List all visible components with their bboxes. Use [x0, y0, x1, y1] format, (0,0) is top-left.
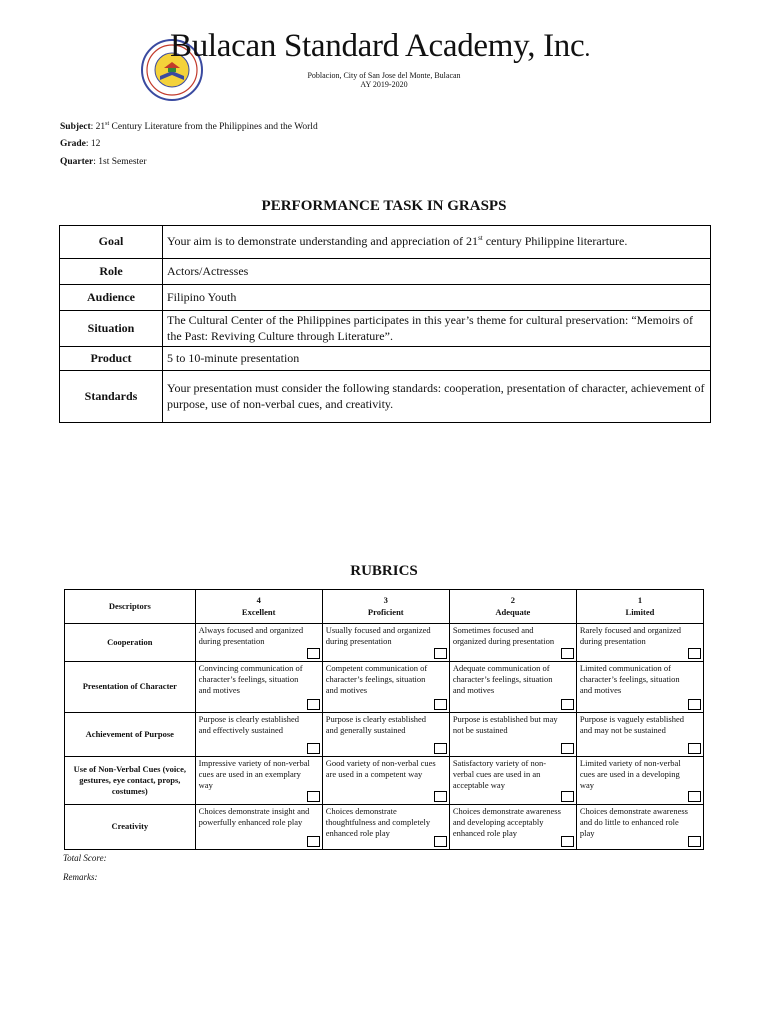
- grasps-row: [60, 371, 711, 423]
- rubric-cell-text: Choices demonstrate insight and powerfully enhanced role play: [198, 806, 310, 828]
- rubric-row: [65, 757, 704, 805]
- grasps-row: [60, 259, 711, 285]
- academic-year: AY 2019-2020: [360, 80, 408, 89]
- rubric-cell-text: Purpose is established but may not be sustained: [452, 714, 558, 736]
- remarks-label: Remarks:: [63, 872, 98, 882]
- score-checkbox[interactable]: [561, 743, 574, 754]
- score-checkbox[interactable]: [561, 791, 574, 802]
- grasps-value: Actors/Actresses: [163, 259, 711, 285]
- quarter-line: Quarter: 1st Semester: [60, 157, 147, 167]
- rubric-cell-text: Limited communication of character’s feelings, situation and motives: [579, 663, 680, 696]
- score-checkbox[interactable]: [561, 699, 574, 710]
- rubrics-title: RUBRICS: [350, 563, 418, 579]
- score-checkbox[interactable]: [561, 648, 574, 659]
- score-checkbox[interactable]: [688, 836, 701, 847]
- rubric-row: [65, 805, 704, 850]
- rubric-cell-text: Always focused and organized during presentation: [198, 625, 304, 647]
- level-header: 3 Proficient: [322, 590, 449, 624]
- rubric-cell: [449, 662, 576, 713]
- rubric-cell-text: Adequate communication of character’s feelings, situation and motives: [452, 663, 553, 696]
- rubric-cell: [576, 713, 703, 757]
- score-checkbox[interactable]: [307, 699, 320, 710]
- total-score-label: Total Score:: [63, 853, 107, 863]
- rubric-cell: [322, 713, 449, 757]
- rubric-row: [65, 624, 704, 662]
- grasps-label: Audience: [60, 285, 163, 311]
- grasps-label: Product: [60, 347, 163, 371]
- grasps-row: [60, 226, 711, 259]
- rubrics-header-row: [65, 590, 704, 624]
- rubric-cell-text: Good variety of non-verbal cues are used in a competent way: [325, 758, 436, 780]
- grasps-row: [60, 347, 711, 371]
- grasps-value: Your presentation must consider the following standards: cooperation, presentation of character, achievement of purpose, use of non-verbal cues, and creativity.: [163, 371, 711, 423]
- level-header: 4 Excellent: [195, 590, 322, 624]
- rubric-cell-text: Choices demonstrate awareness and developing acceptably enhanced role play: [452, 806, 561, 839]
- score-checkbox[interactable]: [688, 743, 701, 754]
- grasps-value: 5 to 10-minute presentation: [163, 347, 711, 371]
- level-header: 1 Limited: [576, 590, 703, 624]
- rubric-cell-text: Choices demonstrate thoughtfulness and completely enhanced role play: [325, 806, 431, 839]
- rubric-cell-text: Purpose is clearly established and generally sustained: [325, 714, 427, 736]
- rubric-cell: [322, 624, 449, 662]
- rubric-cell: [195, 805, 322, 850]
- score-checkbox[interactable]: [307, 791, 320, 802]
- score-checkbox[interactable]: [434, 699, 447, 710]
- grasps-title: PERFORMANCE TASK IN GRASPS: [261, 198, 507, 214]
- rubric-cell-text: Choices demonstrate awareness and do little to enhanced role play: [579, 806, 688, 839]
- rubric-descriptor: Creativity: [65, 805, 196, 850]
- grasps-label: Goal: [60, 226, 163, 259]
- grade-line: Grade: 12: [60, 139, 101, 149]
- grasps-value: Filipino Youth: [163, 285, 711, 311]
- rubric-cell: [322, 805, 449, 850]
- grasps-label: Standards: [60, 371, 163, 423]
- rubric-cell: [449, 805, 576, 850]
- document-header: [0, 0, 768, 100]
- descriptors-header: Descriptors: [65, 590, 196, 624]
- rubric-cell: [195, 757, 322, 805]
- grasps-value: Your aim is to demonstrate understanding and appreciation of 21st century Philippine literarture.: [163, 226, 711, 259]
- rubric-descriptor: Achievement of Purpose: [65, 713, 196, 757]
- school-name: Bulacan Standard Academy, Inc.: [170, 28, 591, 64]
- score-checkbox[interactable]: [434, 836, 447, 847]
- rubric-cell-text: Impressive variety of non-verbal cues are used in an exemplary way: [198, 758, 310, 791]
- rubric-cell: [195, 624, 322, 662]
- score-checkbox[interactable]: [434, 743, 447, 754]
- score-checkbox[interactable]: [434, 648, 447, 659]
- rubric-row: [65, 713, 704, 757]
- rubric-cell: [322, 662, 449, 713]
- rubric-cell: [576, 805, 703, 850]
- score-checkbox[interactable]: [307, 743, 320, 754]
- grasps-label: Situation: [60, 311, 163, 347]
- rubric-cell-text: Purpose is vaguely established and may not be sustained: [579, 714, 684, 736]
- rubric-cell: [576, 662, 703, 713]
- score-checkbox[interactable]: [688, 648, 701, 659]
- rubric-cell: [576, 757, 703, 805]
- rubric-descriptor: Use of Non-Verbal Cues (voice, gestures, eye contact, props, costumes): [65, 757, 196, 805]
- rubric-cell-text: Rarely focused and organized during presentation: [579, 625, 681, 647]
- rubric-cell: [576, 624, 703, 662]
- rubric-cell: [195, 662, 322, 713]
- grasps-label: Role: [60, 259, 163, 285]
- score-checkbox[interactable]: [434, 791, 447, 802]
- rubrics-table: [64, 589, 704, 850]
- rubric-cell: [322, 757, 449, 805]
- score-checkbox[interactable]: [688, 791, 701, 802]
- rubric-cell-text: Limited variety of non-verbal cues are used in a developing way: [579, 758, 681, 791]
- score-checkbox[interactable]: [307, 648, 320, 659]
- rubric-cell-text: Sometimes focused and organized during presentation: [452, 625, 555, 647]
- level-header: 2 Adequate: [449, 590, 576, 624]
- grasps-table: [59, 225, 711, 423]
- rubric-cell-text: Competent communication of character’s feelings, situation and motives: [325, 663, 428, 696]
- rubric-cell: [449, 713, 576, 757]
- grasps-row: [60, 311, 711, 347]
- rubric-cell: [449, 624, 576, 662]
- subject-line: Subject: 21st Century Literature from the Philippines and the World: [60, 121, 318, 133]
- score-checkbox[interactable]: [688, 699, 701, 710]
- rubric-descriptor: Cooperation: [65, 624, 196, 662]
- rubric-cell: [449, 757, 576, 805]
- rubric-cell-text: Purpose is clearly established and effectively sustained: [198, 714, 299, 736]
- grasps-row: [60, 285, 711, 311]
- rubric-descriptor: Presentation of Character: [65, 662, 196, 713]
- rubric-cell-text: Satisfactory variety of non-verbal cues are used in an acceptable way: [452, 758, 547, 791]
- rubric-cell-text: Convincing communication of character’s feelings, situation and motives: [198, 663, 303, 696]
- score-checkbox[interactable]: [561, 836, 574, 847]
- rubric-cell-text: Usually focused and organized during presentation: [325, 625, 431, 647]
- school-address: Poblacion, City of San Jose del Monte, Bulacan: [307, 71, 461, 80]
- grasps-value: The Cultural Center of the Philippines participates in this year’s theme for cultural preservation: “Memoirs of the Past: Reviving Culture through Literature”.: [163, 311, 711, 347]
- rubric-cell: [195, 713, 322, 757]
- score-checkbox[interactable]: [307, 836, 320, 847]
- rubric-row: [65, 662, 704, 713]
